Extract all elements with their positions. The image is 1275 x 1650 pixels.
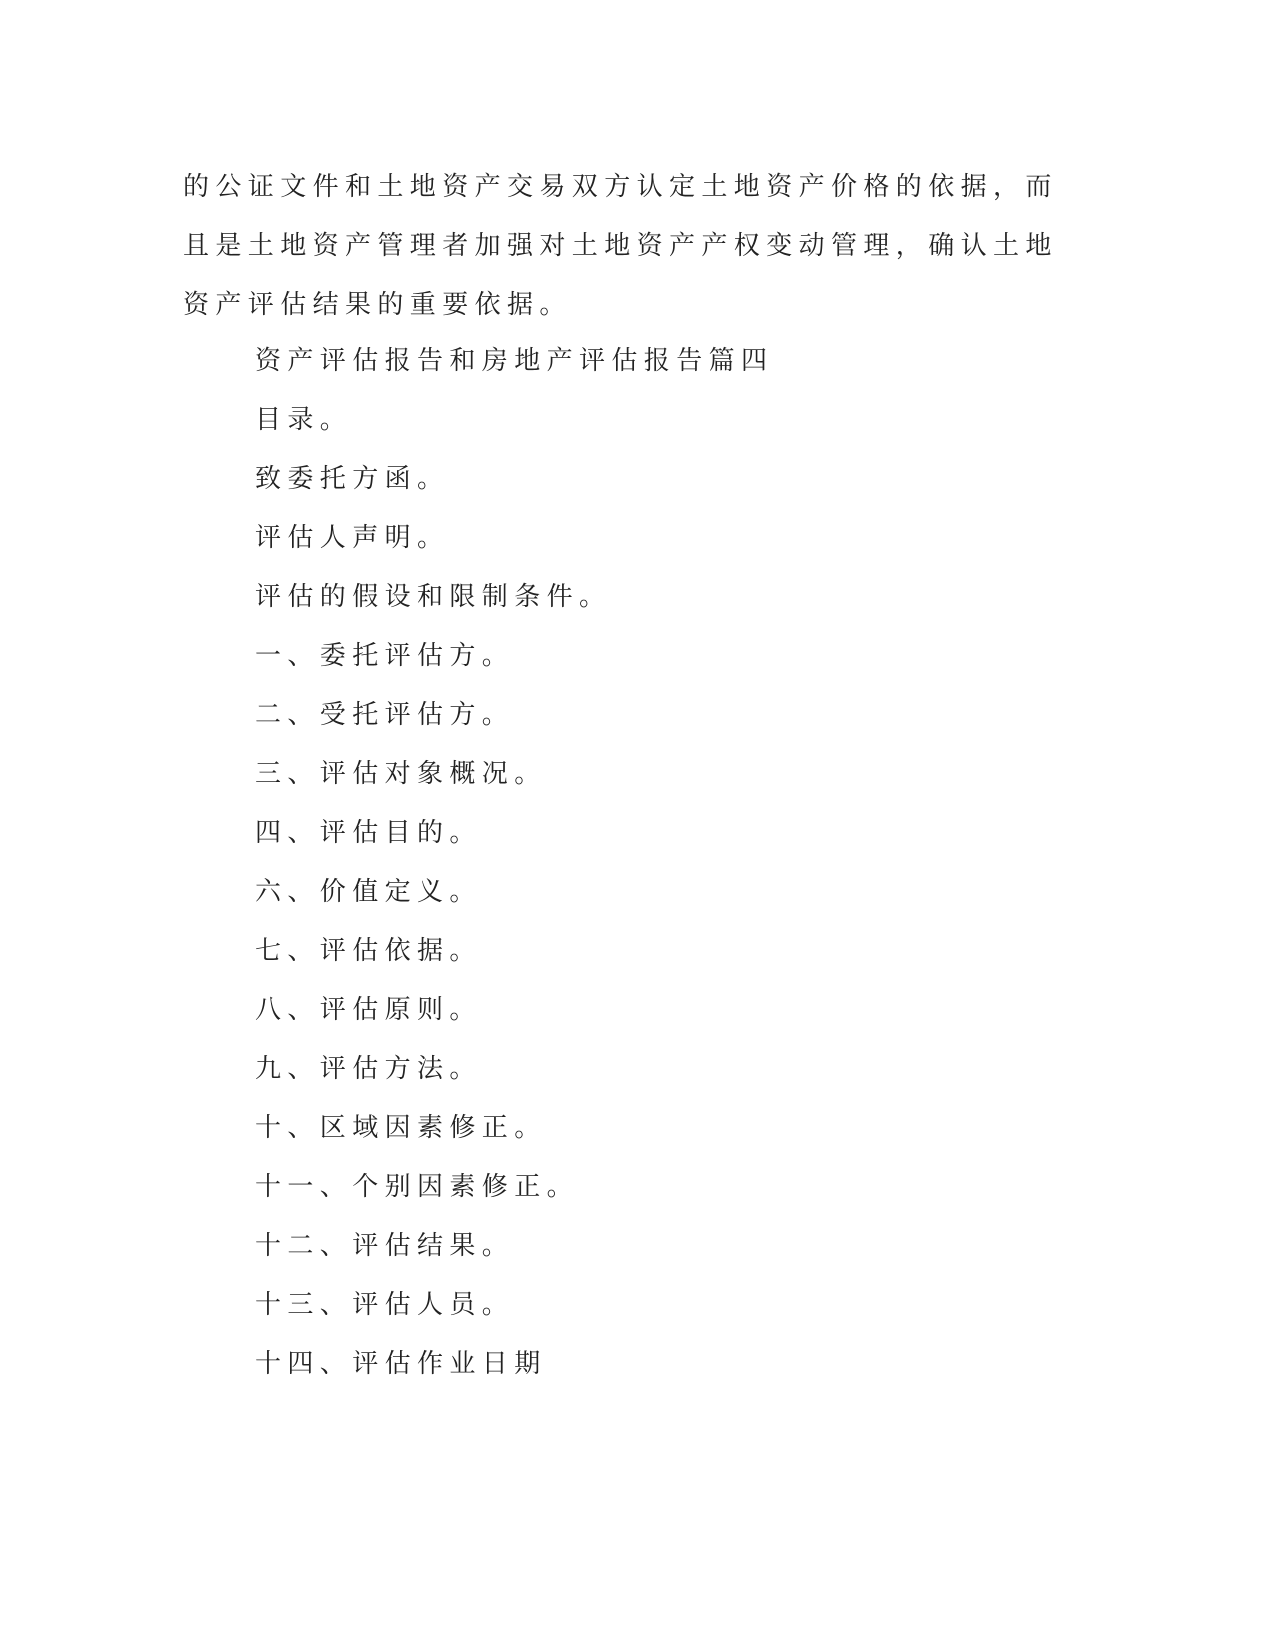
toc-item: 一、委托评估方。: [255, 641, 515, 671]
toc-item: 九、评估方法。: [255, 1054, 482, 1084]
table-of-contents: [255, 345, 773, 1407]
toc-item: 目录。: [255, 405, 353, 435]
toc-item: 四、评估目的。: [255, 818, 482, 848]
toc-item: 六、价值定义。: [255, 877, 482, 907]
toc-item: 三、评估对象概况。: [255, 759, 547, 789]
toc-item: 八、评估原则。: [255, 995, 482, 1025]
toc-item: 十一、个别因素修正。: [255, 1172, 580, 1202]
body-paragraph: 的公证文件和土地资产交易双方认定土地资产价格的依据，而且是土地资产管理者加强对土地资产产权变动管理，确认土地资产评估结果的重要依据。: [183, 172, 1058, 320]
toc-item: 二、受托评估方。: [255, 700, 515, 730]
toc-item: 十、区域因素修正。: [255, 1113, 547, 1143]
toc-item: 评估人声明。: [255, 523, 450, 553]
section-title: 资产评估报告和房地产评估报告篇四: [255, 346, 774, 376]
toc-item: 七、评估依据。: [255, 936, 482, 966]
toc-item: 十四、评估作业日期: [255, 1349, 547, 1379]
toc-item: 十二、评估结果。: [255, 1231, 515, 1261]
toc-item: 致委托方函。: [255, 464, 450, 494]
toc-item: 评估的假设和限制条件。: [255, 582, 612, 612]
toc-item: 十三、评估人员。: [255, 1290, 515, 1320]
